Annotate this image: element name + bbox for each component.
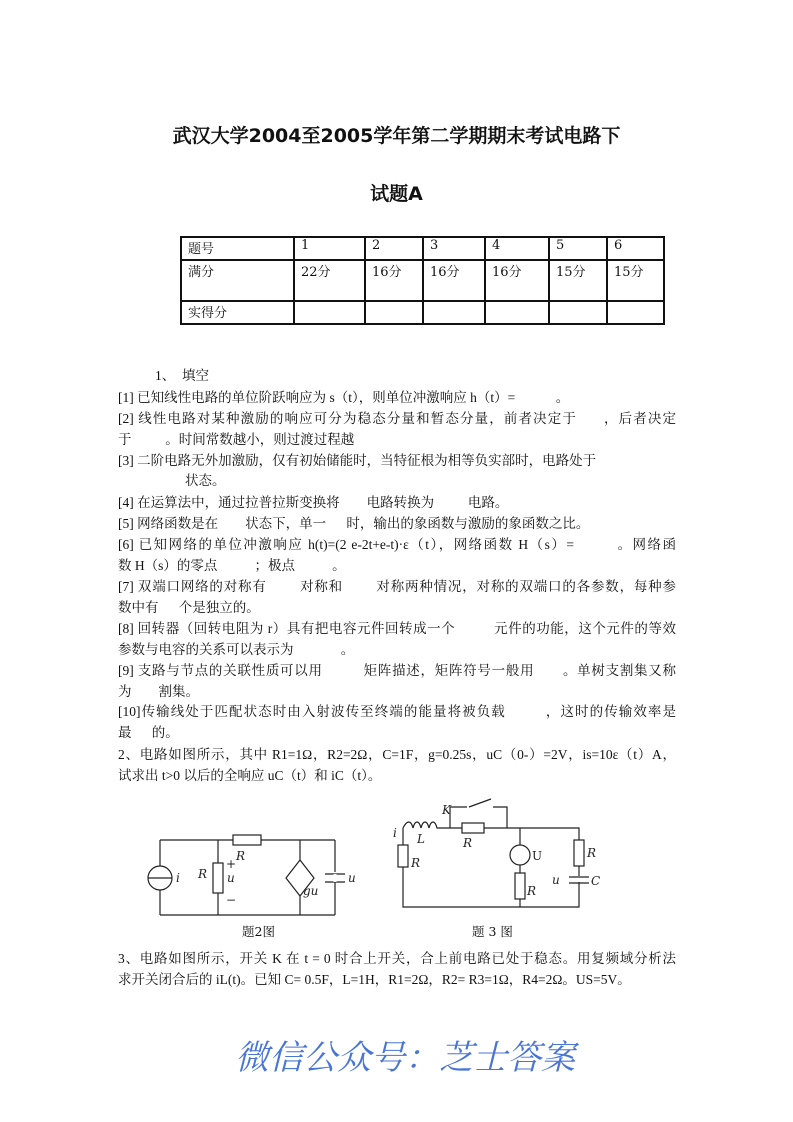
- table-cell: 1: [294, 237, 365, 260]
- table-cell: 2: [365, 237, 423, 260]
- text-line: 为 割集。: [118, 684, 199, 699]
- label-u: u: [227, 871, 235, 885]
- score-table: [180, 236, 665, 325]
- table-cell: 5: [549, 237, 607, 260]
- table-row: [181, 260, 664, 301]
- text-line: [10]传输线处于匹配状态时由入射波传至终端的能量将被负载 ，这时的传输效率是: [118, 704, 676, 719]
- text-line: [4] 在运算法中，通过拉普拉斯变换将 电路转换为 电路。: [118, 495, 509, 510]
- label-R2: R: [587, 846, 597, 860]
- figure-2-caption: 题2图: [242, 924, 275, 939]
- table-cell: 15分: [549, 260, 607, 301]
- label-gu: gu: [303, 884, 319, 898]
- text-line: [9] 支路与节点的关联性质可以用 矩阵描述，矩阵符号一般用 。单树支割集又称: [118, 663, 676, 678]
- figure-3-circuit: [395, 795, 610, 920]
- text-line: [8] 回转器（回转电阻为 r）具有把电容元件回转成一个 元件的功能，这个元件的等效: [118, 621, 676, 636]
- text-line: 状态。: [185, 473, 226, 488]
- text-line: [6] 已知网络的单位冲激响应 h(t)=(2 e-2t+e-t)·ε（t），网络函数 H（s）= 。网络函: [118, 537, 676, 552]
- table-cell: [294, 301, 365, 324]
- table-cell: 题号: [181, 237, 294, 260]
- label-R3: R: [463, 836, 473, 850]
- table-cell: [485, 301, 549, 324]
- table-cell: 4: [485, 237, 549, 260]
- table-cell: 3: [423, 237, 485, 260]
- section-heading: 1、 填空: [155, 368, 209, 383]
- text-line: 最 的。: [118, 725, 179, 740]
- title-line-1: 武汉大学2004至2005学年第二学期期末考试电路下: [172, 125, 621, 147]
- text-line: 数 H（s）的零点 ；极点 。: [118, 558, 346, 573]
- label-L: L: [417, 832, 425, 846]
- minus-sign: −: [226, 893, 237, 907]
- label-is: i: [176, 871, 180, 885]
- label-R1: R: [198, 867, 208, 881]
- text-line: [2] 线性电路对某种激励的响应可分为稳态分量和暂态分量，前者决定于 ，后者决定: [118, 411, 676, 426]
- plus-sign: +: [226, 857, 237, 871]
- text-line: [3] 二阶电路无外加激励，仅有初始储能时，当特征根为相等负实部时，电路处于: [118, 453, 597, 468]
- label-R4: R: [411, 856, 421, 870]
- text-line: 3、电路如图所示，开关 K 在 t = 0 时合上开关，合上前电路已处于稳态。用复频域分析法: [118, 951, 676, 966]
- table-cell: 16分: [423, 260, 485, 301]
- table-cell: [365, 301, 423, 324]
- text-line: [7] 双端口网络的对称有 对称和 对称两种情况，对称的双端口的各参数，每种参: [118, 579, 676, 594]
- table-cell: 16分: [365, 260, 423, 301]
- table-cell: 6: [607, 237, 664, 260]
- table-cell: [423, 301, 485, 324]
- figure-2-circuit: [140, 820, 370, 920]
- table-row: [181, 237, 664, 260]
- label-uC: u: [348, 871, 356, 885]
- text-line: 于 。时间常数越小，则过渡过程越: [118, 432, 355, 447]
- label-R1: R: [527, 884, 537, 898]
- table-cell: 22分: [294, 260, 365, 301]
- table-cell: 16分: [485, 260, 549, 301]
- table-cell: [549, 301, 607, 324]
- text-line: 2、电路如图所示，其中 R1=1Ω，R2=2Ω，C=1F，g=0.25s，uC（0-）=2V，is=10ε（t）A，: [118, 747, 676, 762]
- table-cell: 15分: [607, 260, 664, 301]
- watermark: 微信公众号：芝士答案: [235, 1038, 575, 1078]
- table-cell: 满分: [181, 260, 294, 301]
- title-line-2: 试题A: [370, 183, 423, 205]
- text-line: [5] 网络函数是在 状态下，单一 时，输出的象函数与激励的象函数之比。: [118, 516, 590, 531]
- label-C: C: [591, 874, 601, 888]
- label-iL: i: [393, 826, 397, 840]
- text-line: 试求出 t>0 以后的全响应 uC（t）和 iC（t）。: [118, 768, 382, 783]
- figure-3-caption: 题 3 图: [472, 924, 513, 939]
- label-Us: U: [532, 849, 543, 863]
- label-K: K: [442, 803, 451, 817]
- text-line: [1] 已知线性电路的单位阶跃响应为 s（t），则单位冲激响应 h（t）= 。: [118, 390, 570, 405]
- table-row: [181, 301, 664, 324]
- label-uC: u: [552, 873, 560, 887]
- table-cell: 实得分: [181, 301, 294, 324]
- label-R2: R: [236, 849, 246, 863]
- text-line: 参数与电容的关系可以表示为 。: [118, 642, 355, 657]
- text-line: 数中有 个是独立的。: [118, 600, 260, 615]
- text-line: 求开关闭合后的 iL(t)。已知 C= 0.5F，L=1H，R1=2Ω，R2= R3=1Ω，R4=2Ω。US=5V。: [118, 972, 631, 987]
- table-cell: [607, 301, 664, 324]
